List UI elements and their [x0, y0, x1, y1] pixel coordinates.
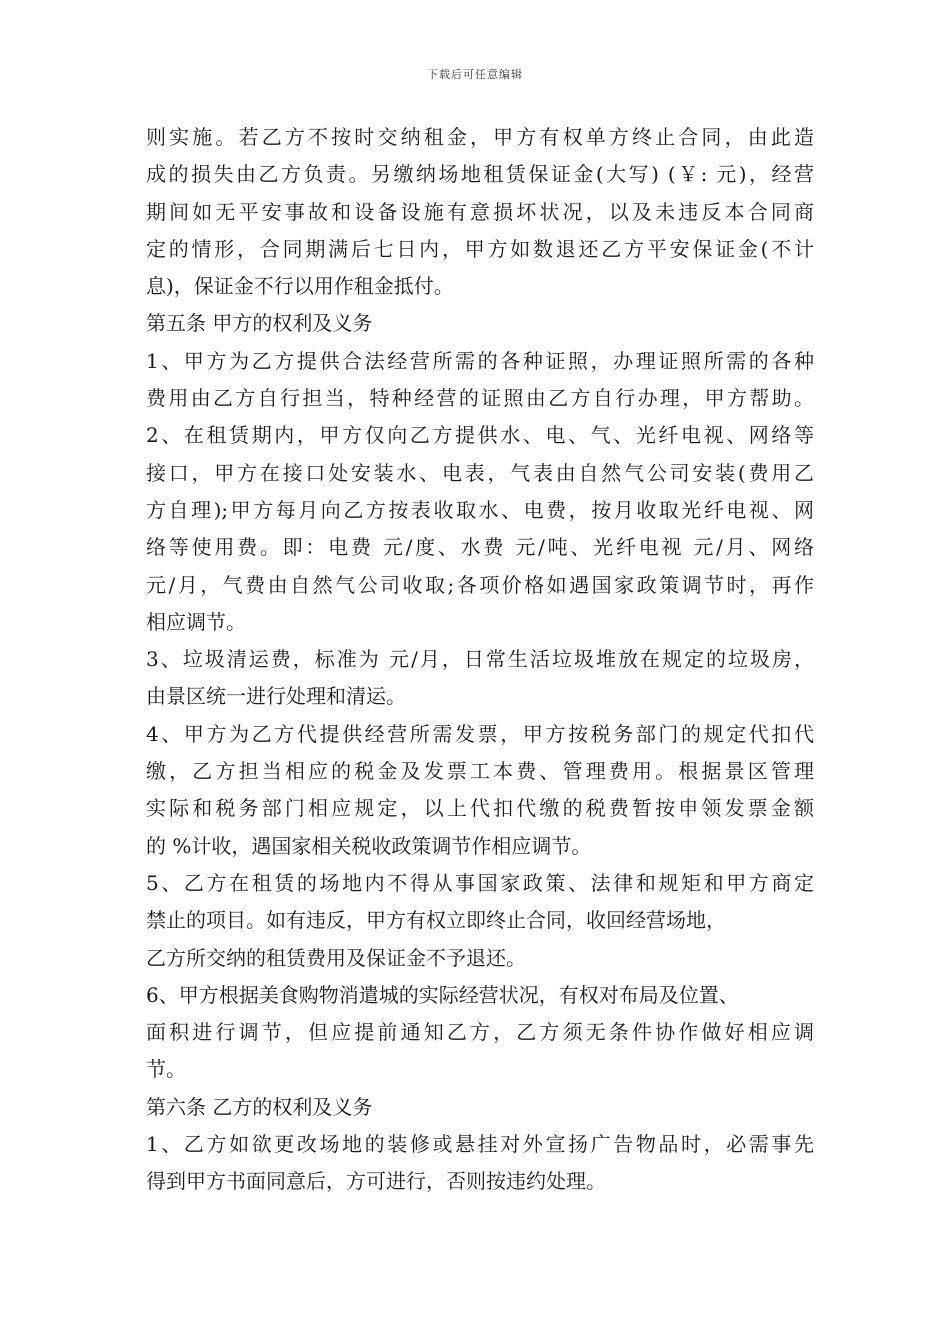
text-line: 的 %计收，遇国家相关税收政策调节作相应调节。	[146, 833, 592, 858]
text-line: 5、乙方在租赁的场地内不得从事国家政策、法律和规矩和甲方商定	[146, 870, 814, 895]
text-line: 则实施。若乙方不按时交纳租金，甲方有权单方终止合同，由此造	[146, 125, 814, 149]
text-line: 3、垃圾清运费，标准为 元/月，日常生活垃圾堆放在规定的垃圾房，	[146, 647, 814, 672]
text-line: 6、甲方根据美食购物消遣城的实际经营状况，有权对布局及位置、	[146, 982, 739, 1007]
text-line: 得到甲方书面同意后，方可进行，否则按违约处理。	[146, 1169, 606, 1194]
text-line: 缴，乙方担当相应的税金及发票工本费、管理费用。根据景区管理	[146, 759, 814, 784]
text-line: 面积进行调节，但应提前通知乙方，乙方须无条件协作做好相应调	[146, 1020, 814, 1045]
text-line: 1、乙方如欲更改场地的装修或悬挂对外宣扬广告物品时，必需事先	[146, 1132, 814, 1157]
page-header: 下载后可任意编辑	[427, 68, 523, 81]
text-line: 第六条 乙方的权利及义务	[146, 1094, 373, 1119]
text-line: 成的损失由乙方负责。另缴纳场地租赁保证金(大写) (￥: 元)，经营	[146, 162, 814, 187]
text-line: 方自理);甲方每月向乙方按表收取水、电费，按月收取光纤电视、网	[146, 497, 814, 522]
text-line: 4、甲方为乙方代提供经营所需发票，甲方按税务部门的规定代扣代	[146, 721, 814, 746]
text-line: 接口，甲方在接口处安装水、电表，气表由自然气公司安装(费用乙	[146, 460, 814, 485]
text-line: 实际和税务部门相应规定，以上代扣代缴的税费暂按申领发票金额	[146, 796, 814, 821]
text-line: 1、甲方为乙方提供合法经营所需的各种证照，办理证照所需的各种	[146, 348, 814, 373]
text-line: 元/月，气费由自然气公司收取;各项价格如遇国家政策调节时，再作	[146, 572, 814, 597]
text-line: 禁止的项目。如有违反，甲方有权立即终止合同，收回经营场地，	[146, 908, 726, 933]
text-line: 节。	[146, 1057, 186, 1082]
text-line: 期间如无平安事故和设备设施有意损坏状况，以及未违反本合同商	[146, 199, 814, 224]
text-line: 络等使用费。即：电费 元/度、水费 元/吨、光纤电视 元/月、网络	[146, 535, 814, 560]
text-line: 费用由乙方自行担当，特种经营的证照由乙方自行办理，甲方帮助。	[146, 386, 814, 411]
document-body	[146, 119, 814, 1201]
text-line: 定的情形，合同期满后七日内，甲方如数退还乙方平安保证金(不计	[146, 236, 814, 261]
text-line: 2、在租赁期内，甲方仅向乙方提供水、电、气、光纤电视、网络等	[146, 423, 814, 448]
text-line: 息)，保证金不行以用作租金抵付。	[146, 274, 454, 299]
text-line: 第五条 甲方的权利及义务	[146, 311, 373, 336]
text-line: 乙方所交纳的租赁费用及保证金不予退还。	[146, 945, 526, 970]
text-line: 相应调节。	[146, 609, 246, 634]
text-line: 由景区统一进行处理和清运。	[146, 684, 406, 709]
